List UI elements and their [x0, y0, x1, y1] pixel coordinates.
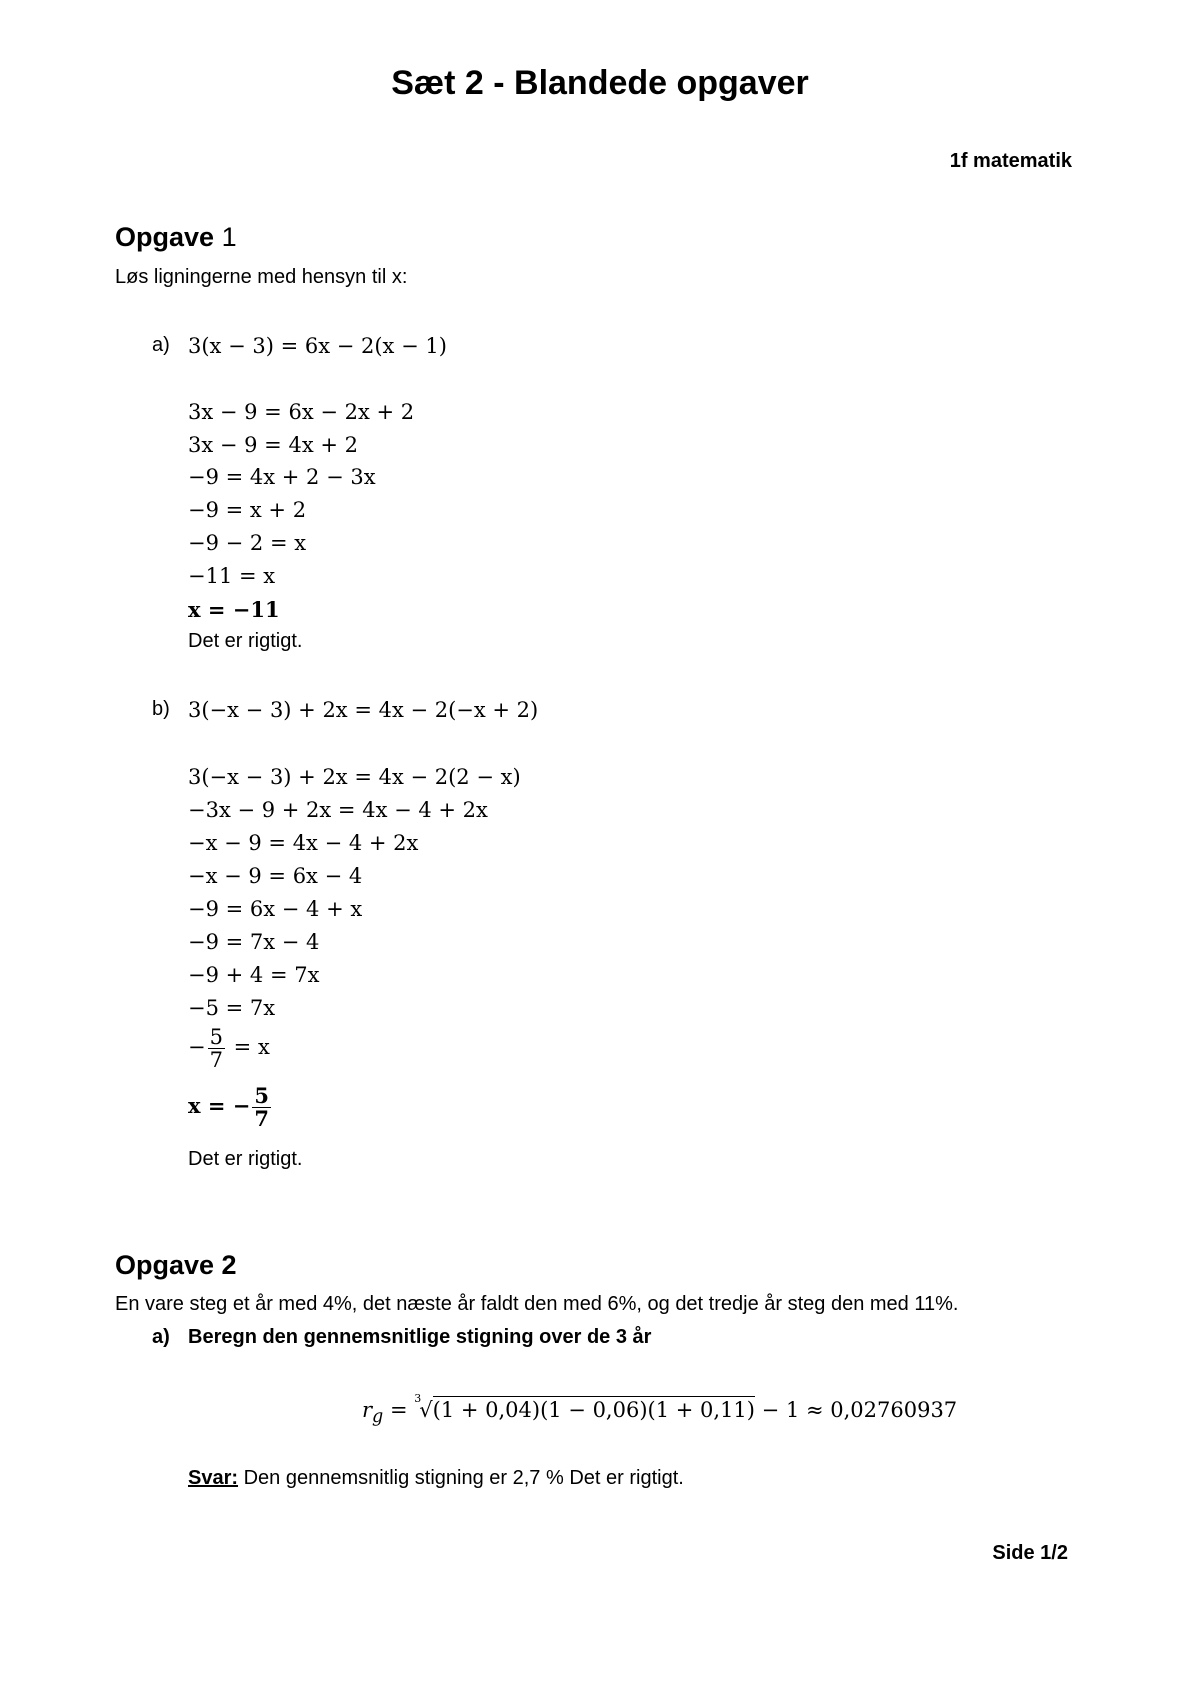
task2a-formula — [362, 1392, 958, 1428]
task1a-step: 3x − 9 = 6x − 2x + 2 — [188, 400, 415, 424]
task1b-note: Det er rigtigt. — [188, 1148, 303, 1170]
task1b-step: −x − 9 = 6x − 4 — [188, 864, 363, 888]
fraction-sign: − — [188, 1035, 206, 1060]
task1a-step: −9 − 2 = x — [188, 531, 307, 555]
result-denominator: 7 — [254, 1106, 269, 1132]
task1b-equation: 3(−x − 3) + 2x = 4x − 2(−x + 2) — [188, 698, 539, 722]
answer-text: Den gennemsnitlig stigning er 2,7 % Det er rigtigt. — [238, 1467, 684, 1489]
subject-label: 1f matematik — [949, 150, 1072, 172]
task1-heading-num: 1 — [221, 222, 237, 252]
task2a-answer — [188, 1467, 684, 1490]
page-number: Side 1/2 — [992, 1542, 1068, 1564]
task1b-result — [188, 1085, 273, 1130]
formula-subscript: g — [372, 1407, 384, 1428]
page-title: Sæt 2 - Blandede opgaver — [391, 64, 809, 102]
task1b-fraction-step — [188, 1026, 270, 1071]
fraction — [208, 1026, 225, 1071]
fraction-rhs: = x — [233, 1035, 270, 1060]
result-lhs: x = − — [188, 1093, 251, 1119]
task1-heading-word: Opgave — [115, 222, 215, 252]
task1a-step: −9 = x + 2 — [188, 498, 307, 522]
task1b-step: −5 = 7x — [188, 996, 276, 1020]
result-fraction — [252, 1085, 271, 1130]
task1a-note: Det er rigtigt. — [188, 630, 303, 652]
task1b-step: −x − 9 = 4x − 4 + 2x — [188, 831, 419, 855]
task1a-step: −9 = 4x + 2 − 3x — [188, 465, 376, 489]
task2a-label: a) — [152, 1326, 170, 1348]
formula-rest: − 1 ≈ 0,02760937 — [761, 1398, 958, 1422]
result-numerator: 5 — [254, 1083, 269, 1108]
task2-intro: En vare steg et år med 4%, det næste år faldt den med 6%, og det tredje år steg den med 11%. — [115, 1293, 959, 1315]
task1b-step: −9 + 4 = 7x — [188, 963, 320, 987]
task1b-step: 3(−x − 3) + 2x = 4x − 2(2 − x) — [188, 765, 521, 789]
task1a-step: −11 = x — [188, 564, 276, 588]
task1b-step: −9 = 6x − 4 + x — [188, 897, 363, 921]
task2-heading: Opgave 2 — [115, 1250, 237, 1280]
fraction-denominator: 7 — [209, 1048, 223, 1073]
root-symbol-icon: √ — [419, 1398, 433, 1422]
fraction-numerator: 5 — [209, 1025, 223, 1049]
task1a-equation: 3(x − 3) = 6x − 2(x − 1) — [188, 334, 447, 358]
task1a-result: x = −11 — [188, 597, 280, 622]
formula-r: r — [362, 1398, 373, 1422]
task2a-question: Beregn den gennemsnitlige stigning over de 3 år — [188, 1326, 652, 1348]
task1-intro: Løs ligningerne med hensyn til x: — [115, 266, 408, 288]
formula-equals: = — [389, 1398, 408, 1422]
task1a-step: 3x − 9 = 4x + 2 — [188, 433, 358, 457]
answer-label: Svar: — [188, 1467, 239, 1489]
task1b-step: −3x − 9 + 2x = 4x − 4 + 2x — [188, 798, 488, 822]
root-index: 3 — [414, 1392, 422, 1405]
task1a-label: a) — [152, 334, 170, 356]
task1-heading — [115, 222, 237, 253]
task1b-label: b) — [152, 698, 170, 720]
task1b-step: −9 = 7x − 4 — [188, 930, 320, 954]
formula-radicand: (1 + 0,04)(1 − 0,06)(1 + 0,11) — [432, 1398, 755, 1422]
